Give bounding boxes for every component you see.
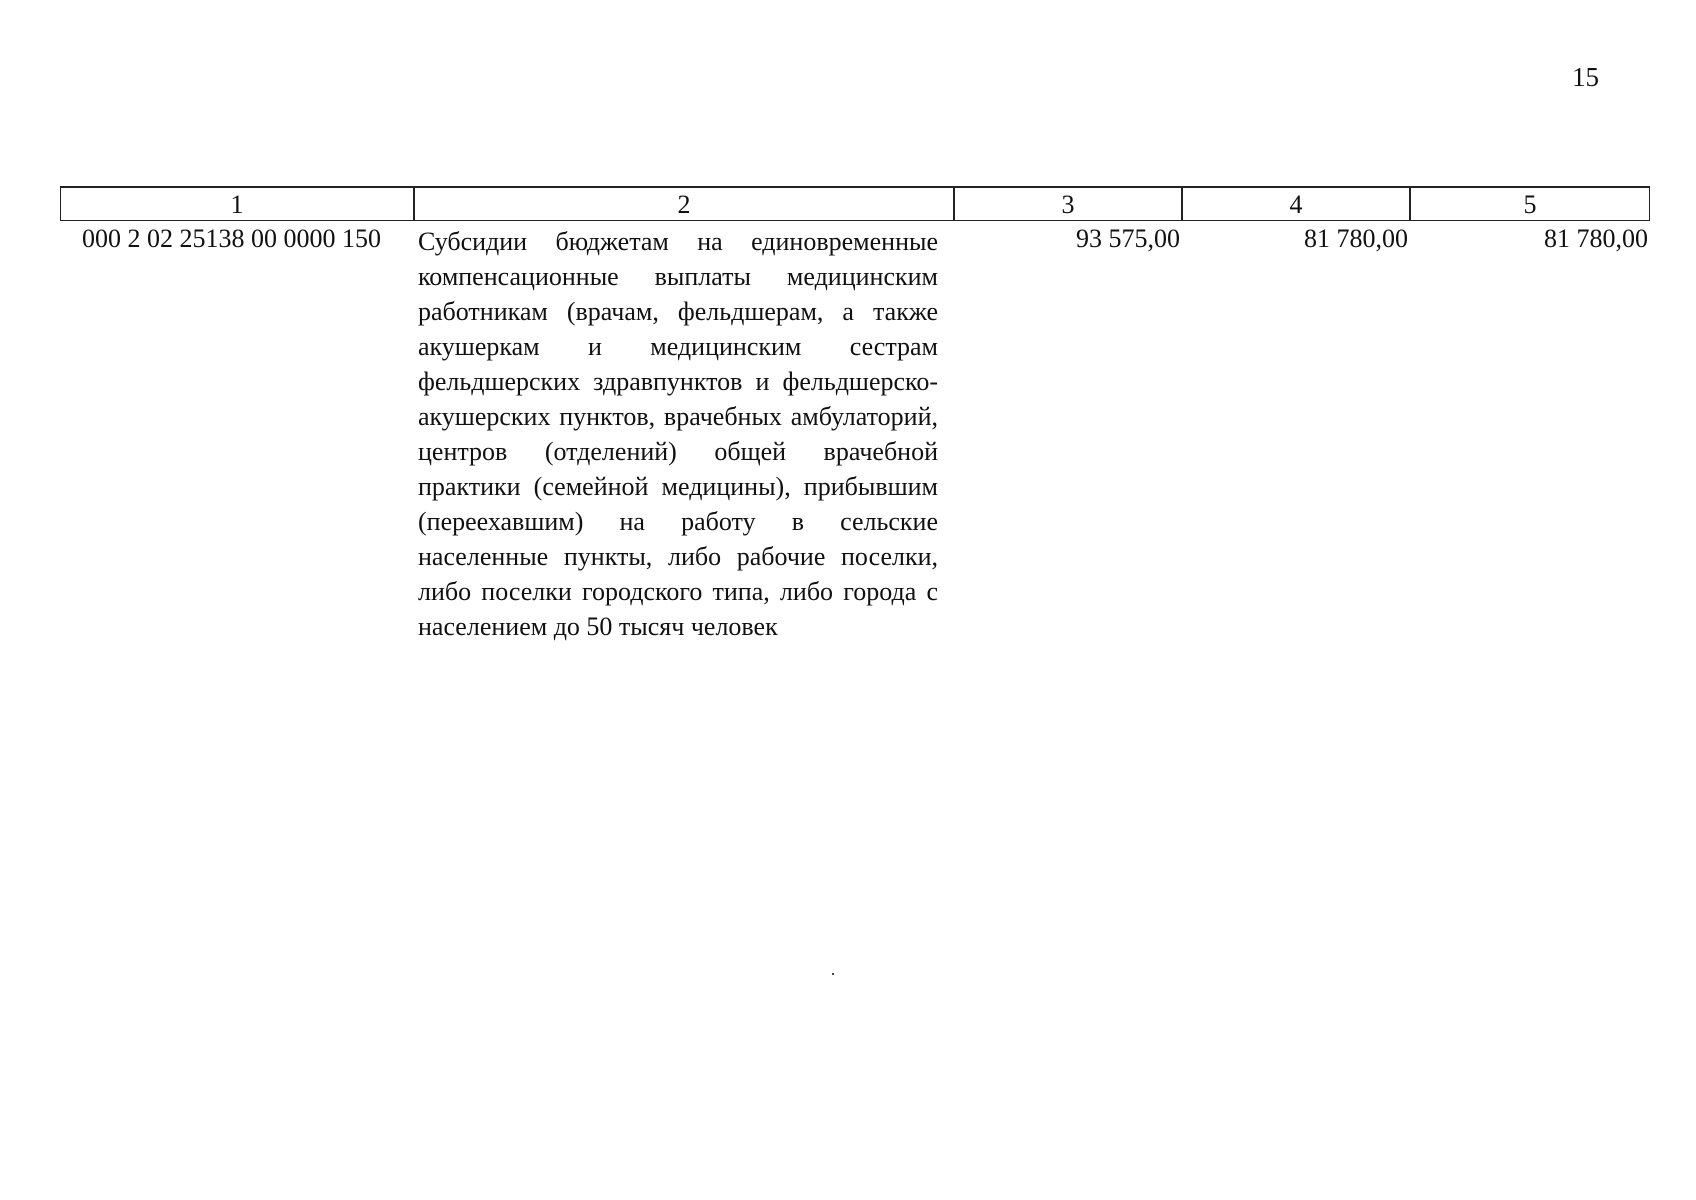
budget-code: 000 2 02 25138 00 0000 150: [82, 224, 381, 253]
header-cell-5: 5: [1410, 188, 1650, 221]
stray-dot: [832, 973, 834, 975]
amount-col-5: 81 780,00: [1544, 224, 1648, 253]
amount-col-3: 93 575,00: [1076, 224, 1180, 253]
page-number: 15: [1572, 62, 1599, 92]
table-header-row: [60, 186, 1650, 223]
header-cell-1: 1: [60, 188, 414, 221]
item-description: Субсидии бюджетам на единовременные компенсационные выплаты медицинским работникам (врачам, фельдшерам, а также акушеркам и медицинским сестрам фельдшерских здравпунктов и фельдшерско-акушерских пунктов, врачебных амбулаторий, центров (отделений) общей врачебной практики (семейной медицины), прибывшим (переехавшим) на работу в сельские населенные пункты, либо рабочие поселки, либо поселки городского типа, либо города с населением до 50 тысяч человек: [418, 227, 938, 641]
amount-col-4: 81 780,00: [1304, 224, 1408, 253]
header-cell-2: 2: [414, 188, 954, 221]
header-cell-4: 4: [1182, 188, 1410, 221]
header-cell-3: 3: [954, 188, 1182, 221]
